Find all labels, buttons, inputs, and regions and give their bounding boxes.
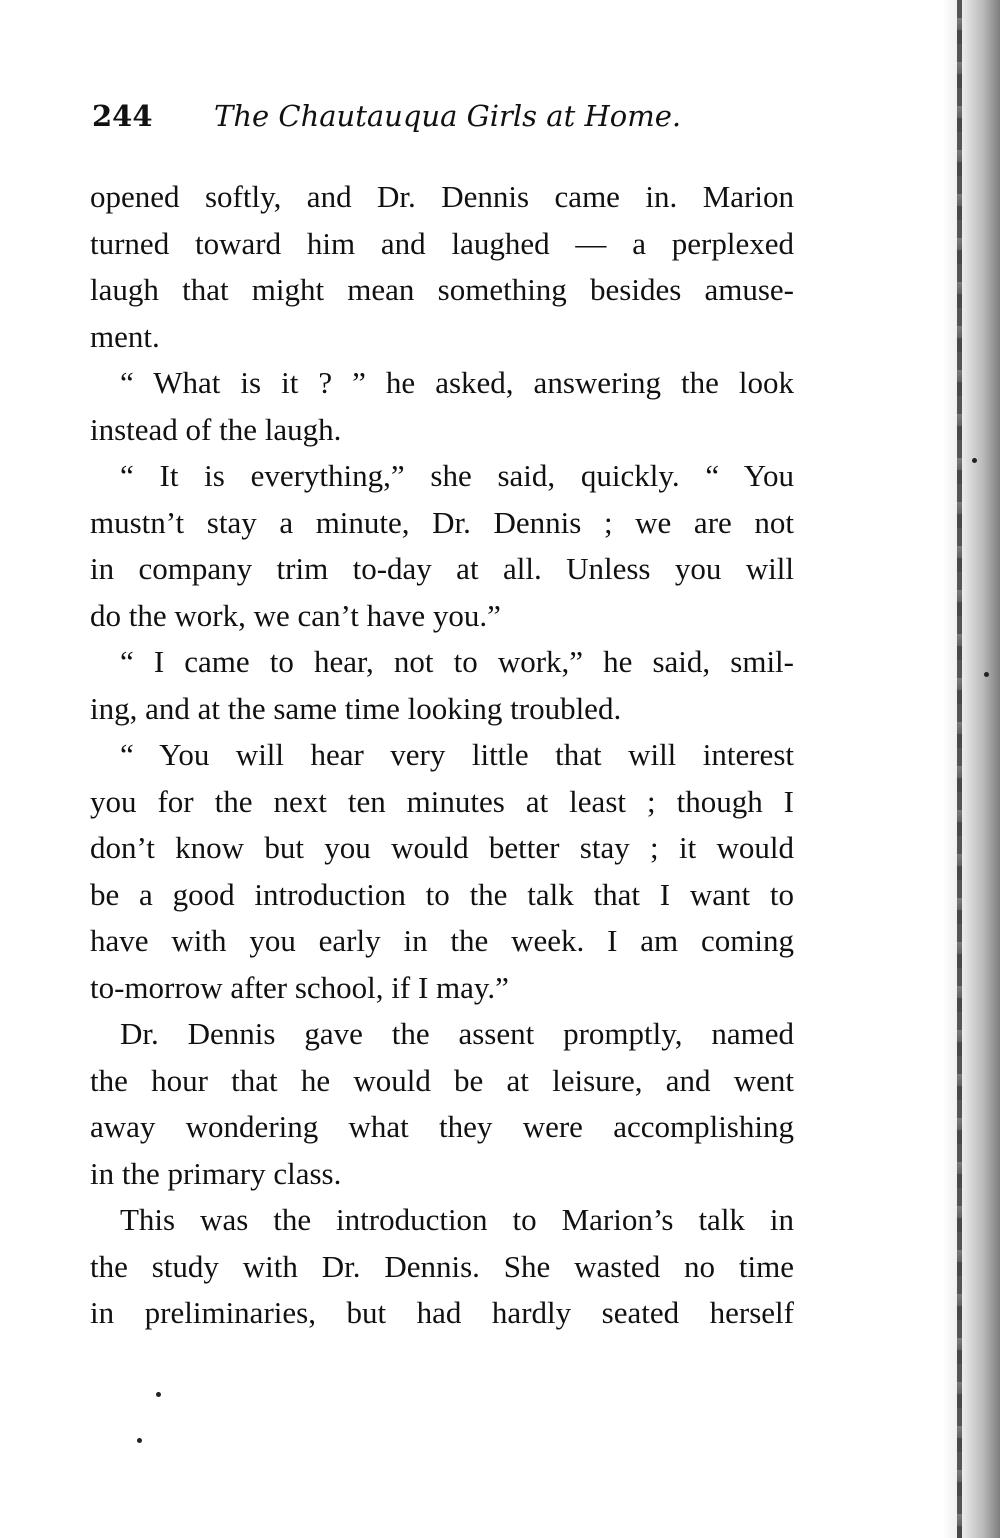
text-line: “ I came to hear, not to work,” he said, smil- (120, 644, 794, 679)
text-line: ing, and at the same time looking troubled. (90, 690, 622, 726)
text-line: the hour that he would be at leisure, and went (90, 1062, 794, 1098)
text-line: you for the next ten minutes at least ; though I (90, 783, 794, 819)
binding-shadow (942, 0, 1000, 1538)
ink-speck (972, 458, 977, 463)
text-line: to-morrow after school, if I may.” (90, 969, 509, 1005)
text-line: laugh that might mean something besides amuse- (90, 272, 794, 307)
text-line: in company trim to-day at all. Unless you will (90, 551, 794, 586)
text-line: ment. (90, 318, 160, 354)
text-line: opened softly, and Dr. Dennis came in. Marion (90, 179, 794, 214)
ink-speck (156, 1392, 161, 1397)
text-line: have with you early in the week. I am coming (90, 923, 794, 958)
page-number: 244 (92, 99, 153, 133)
text-line: This was the introduction to Marion’s talk in (120, 1202, 794, 1237)
ink-speck (137, 1438, 142, 1443)
page-header (92, 94, 792, 138)
body-text (90, 174, 794, 1337)
text-line: the study with Dr. Dennis. She wasted no time (90, 1248, 794, 1284)
text-line: away wondering what they were accomplishing (90, 1109, 794, 1144)
text-line: be a good introduction to the talk that I want to (90, 876, 794, 912)
text-line: do the work, we can’t have you.” (90, 597, 501, 633)
text-line: instead of the laugh. (90, 411, 342, 447)
text-line: “ It is everything,” she said, quickly. “ You (120, 458, 794, 493)
text-line: turned toward him and laughed — a perplexed (90, 225, 794, 261)
text-line: mustn’t stay a minute, Dr. Dennis ; we are not (90, 504, 794, 540)
text-line: don’t know but you would better stay ; it would (90, 830, 794, 865)
running-title: The Chautauqua Girls at Home. (214, 99, 682, 133)
text-line: “ You will hear very little that will interest (120, 737, 794, 772)
text-line: in preliminaries, but had hardly seated herself (90, 1295, 794, 1330)
text-line: “ What is it ? ” he asked, answering the look (120, 365, 794, 400)
text-line: in the primary class. (90, 1155, 342, 1191)
text-line: Dr. Dennis gave the assent promptly, named (120, 1016, 794, 1051)
binding-edge-line (957, 0, 962, 1538)
ink-speck (984, 672, 989, 677)
